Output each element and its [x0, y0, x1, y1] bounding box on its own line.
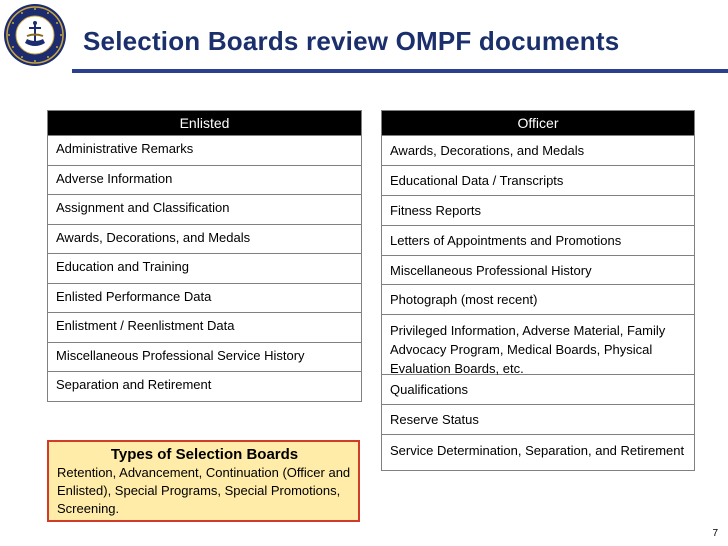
types-box-body: Retention, Advancement, Continuation (Officer and Enlisted), Special Programs, Special Promotions, Screening. — [57, 465, 351, 516]
page-title: Selection Boards review OMPF documents — [83, 26, 620, 56]
officer-row: Qualifications — [382, 374, 694, 404]
enlisted-row: Enlistment / Reenlistment Data — [48, 312, 361, 342]
title-divider — [72, 69, 728, 73]
officer-row: Educational Data / Transcripts — [382, 165, 694, 195]
navy-seal-icon — [3, 3, 67, 67]
officer-table — [381, 110, 695, 471]
officer-row: Awards, Decorations, and Medals — [382, 135, 694, 165]
page-number: 7 — [712, 528, 718, 539]
officer-header: Officer — [382, 111, 694, 135]
officer-row: Service Determination, Separation, and Retirement — [382, 434, 694, 470]
enlisted-row: Education and Training — [48, 253, 361, 283]
enlisted-row: Assignment and Classification — [48, 194, 361, 224]
enlisted-row: Administrative Remarks — [48, 135, 361, 165]
enlisted-row: Adverse Information — [48, 165, 361, 195]
officer-row: Photograph (most recent) — [382, 284, 694, 314]
enlisted-row: Enlisted Performance Data — [48, 283, 361, 313]
officer-row: Reserve Status — [382, 404, 694, 434]
enlisted-row: Awards, Decorations, and Medals — [48, 224, 361, 254]
officer-row: Fitness Reports — [382, 195, 694, 225]
enlisted-table — [47, 110, 362, 402]
officer-row: Privileged Information, Adverse Material, Family Advocacy Program, Medical Boards, Physical Evaluation Boards, etc. — [382, 314, 694, 374]
enlisted-row: Miscellaneous Professional Service History — [48, 342, 361, 372]
enlisted-header: Enlisted — [48, 111, 361, 135]
enlisted-row: Separation and Retirement — [48, 371, 361, 401]
types-box-title: Types of Selection Boards — [110, 446, 299, 463]
officer-row: Miscellaneous Professional History — [382, 255, 694, 285]
selection-board-types-box — [47, 440, 360, 522]
officer-row: Letters of Appointments and Promotions — [382, 225, 694, 255]
